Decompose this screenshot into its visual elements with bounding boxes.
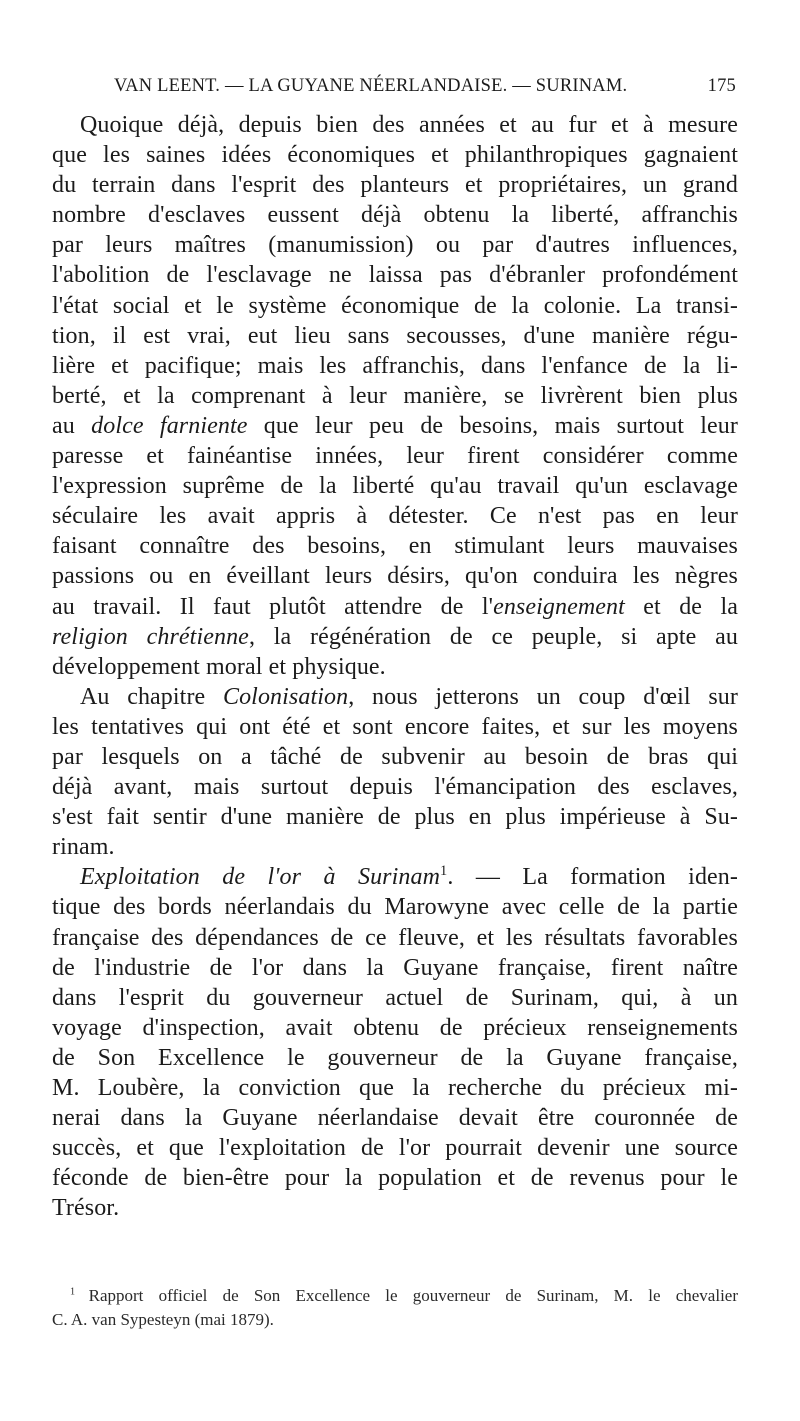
paragraph1-line: Quoique déjà, depuis bien des années et au fur et à mesure [80,112,738,138]
paragraph2-line: déjà avant, mais surtout depuis l'émancipation des esclaves, [52,774,738,801]
paragraph3-line: tique des bords néerlandais du Marowyne avec celle de la partie [52,894,738,921]
paragraph3-line: de Son Excellence le gouverneur de la Guyane française, [52,1044,738,1071]
paragraph2-line: rinam. [52,834,115,861]
italic-phrase: enseignement [493,593,625,620]
paragraph3-line: succès, et que l'exploitation de l'or pourrait devenir une source [52,1135,738,1162]
italic-phrase: Colonisation [222,683,349,710]
paragraph1-line: religion chrétienne, la régénération de ce peuple, si apte au [52,623,739,650]
paragraph3-line: voyage d'inspection, avait obtenu de précieux renseignements [52,1014,738,1041]
paragraph3-line: féconde de bien-être pour la population et de revenus pour le [52,1165,738,1192]
body-text [52,110,738,1223]
paragraph1-line: passions ou en éveillant leurs désirs, qu'on conduira les nègres [52,563,738,590]
paragraph3-line: Exploitation de l'or à Surinam$^1$. — La formation iden- [80,863,738,891]
paragraph1-line: berté, et la comprenant à leur manière, se livrèrent bien plus [52,382,738,409]
paragraph1-line: l'expression suprême de la liberté qu'au travail qu'un esclavage [52,473,738,500]
footnote-number: 1 [70,1286,89,1298]
paragraph2-line: par lesquels on a tâché de subvenir au besoin de bras qui [52,743,738,770]
paragraph1-line: au dolce farniente que leur peu de besoins, mais surtout leur [52,412,738,439]
italic-phrase: religion chrétienne [52,623,249,650]
paragraph3-line: nerai dans la Guyane néerlandaise devait être couronnée de [52,1105,738,1132]
paragraph1-line: au travail. Il faut plutôt attendre de l'enseignement et de la [52,593,738,620]
paragraph1-line: faisant connaître des besoins, en stimulant leurs mauvaises [52,533,738,560]
paragraph1-line: par leurs maîtres (manumission) ou par d'autres influences, [52,232,738,259]
paragraph1-line: que les saines idées économiques et philanthropiques gagnaient [52,142,738,169]
paragraph2-line: Au chapitre Colonisation, nous jetterons un coup d'œil sur [80,683,738,710]
paragraph-colonisation [52,682,738,863]
paragraph-gold-exploitation [52,862,738,1223]
paragraph1-line: nombre d'esclaves eussent déjà obtenu la liberté, affranchis [52,202,738,229]
paragraph3-line: française des dépendances de ce fleuve, et les résultats favorables [52,924,738,951]
footnote [52,1284,738,1332]
footnote-line: C. A. van Sypesteyn (mai 1879). [52,1310,274,1329]
paragraph1-line: l'état social et le système économique de la colonie. La transi- [52,292,738,319]
running-head-title: VAN LEENT. — LA GUYANE NÉERLANDAISE. — SURINAM. [114,76,628,96]
italic-phrase: Exploitation de l'or à Surinam [80,864,441,891]
page-number: 175 [707,76,736,96]
paragraph3-line: dans l'esprit du gouverneur actuel de Surinam, qui, à un [52,984,738,1011]
paragraph3-line: de l'industrie de l'or dans la Guyane française, firent naître [52,954,738,981]
running-head [52,76,736,104]
paragraph1-line: tion, il est vrai, eut lieu sans secousses, d'une manière régu- [52,322,738,349]
paragraph1-line: du terrain dans l'esprit des planteurs et propriétaires, un grand [52,172,738,199]
paragraph3-line: M. Loubère, la conviction que la recherche du précieux mi- [52,1075,738,1101]
paragraph2-line: s'est fait sentir d'une manière de plus en plus impérieuse à Su- [52,804,738,831]
italic-phrase: dolce farniente [91,412,248,439]
paragraph1-line: séculaire les avait appris à détester. Ce n'est pas en leur [52,503,738,530]
paragraph3-line: Trésor. [52,1195,120,1222]
paragraph-emancipation [52,110,738,682]
footnote-line: $^1$ Rapport officiel de Son Excellence le gouverneur de Surinam, M. le chevalier [70,1286,739,1305]
paragraph2-line: les tentatives qui ont été et sont encore faites, et sur les moyens [52,713,738,740]
paragraph1-line: paresse et fainéantise innées, leur firent considérer comme [52,443,738,470]
footnote-marker: 1 [440,863,448,880]
paragraph1-line: développement moral et physique. [52,653,386,680]
paragraph1-line: l'abolition de l'esclavage ne laissa pas d'ébranler profondément [52,262,738,289]
paragraph1-line: lière et pacifique; mais les affranchis, dans l'enfance de la li- [52,352,738,379]
